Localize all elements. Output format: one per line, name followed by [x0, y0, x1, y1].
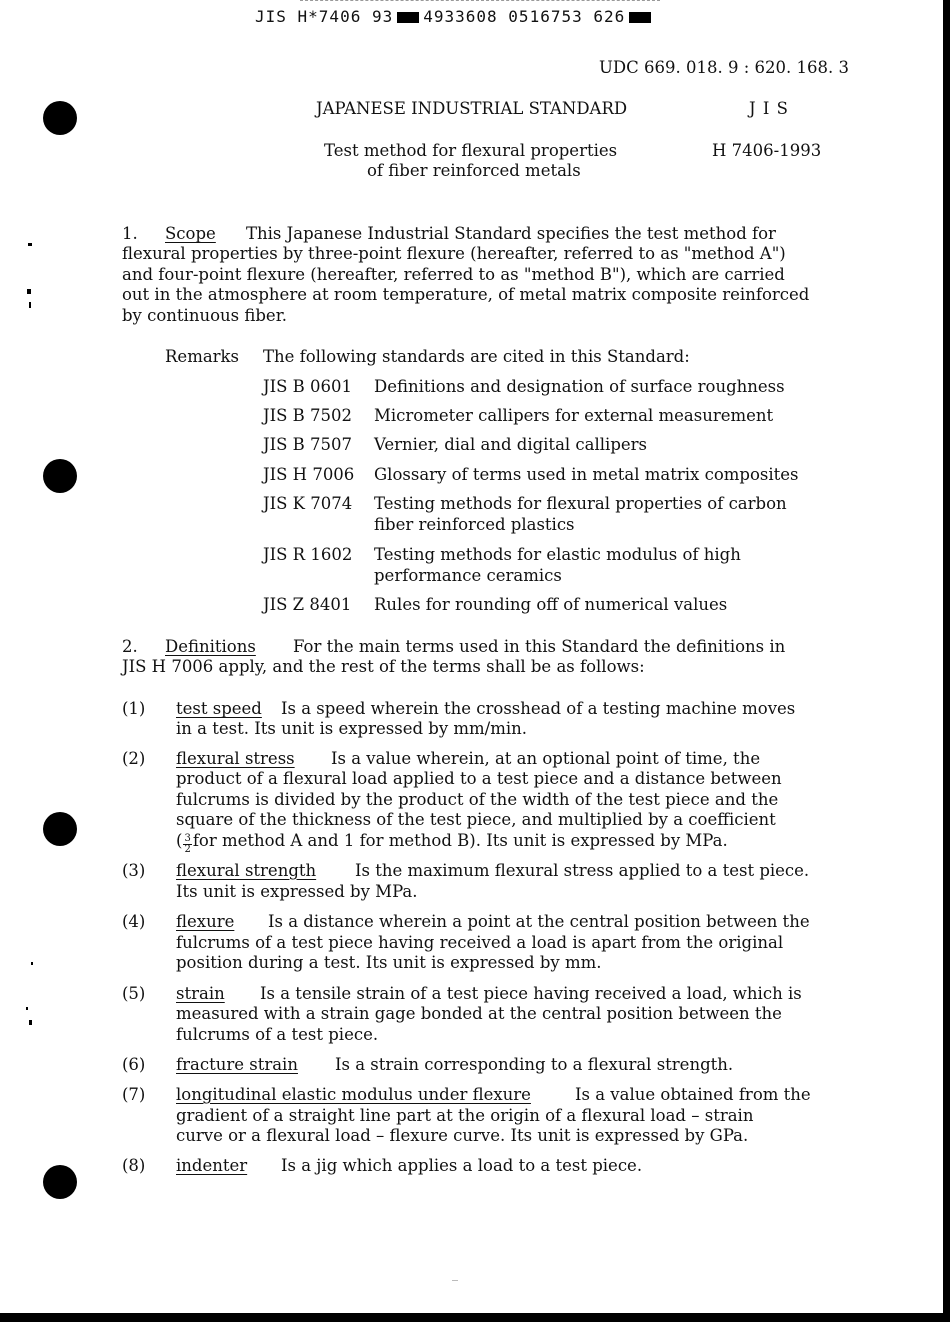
remarks-label: Remarks — [165, 347, 240, 366]
definition-text-line: product of a flexural load applied to a test piece and a distance between — [176, 769, 782, 788]
definition-number: (4) — [122, 912, 146, 931]
scope-text-line: by continuous fiber. — [122, 306, 288, 325]
definition-text-line: fulcrums of a test piece. — [176, 1025, 379, 1044]
cited-standard-code: JIS R 1602 — [263, 545, 353, 564]
cited-standard-title: Rules for rounding off of numerical values — [374, 595, 728, 614]
cited-standard-title: Testing methods for flexural properties of carbon — [374, 494, 787, 513]
definition-number: (6) — [122, 1055, 146, 1074]
definition-text-line: square of the thickness of the test piece, and multiplied by a coefficient — [176, 810, 776, 829]
scope-heading: Scope — [165, 224, 216, 243]
fraction-numerator: 3 — [184, 833, 191, 844]
catalog-code: JIS H*7406 93 — [255, 7, 394, 26]
cited-standard-title: Micrometer callipers for external measurement — [374, 406, 774, 425]
definition-text-line: measured with a strain gage bonded at the central position between the — [176, 1004, 782, 1023]
cited-standard-code: JIS H 7006 — [263, 465, 355, 484]
scope-text-line: and four-point flexure (hereafter, referred to as "method B"), which are carried — [122, 265, 785, 284]
definition-text-line: Is a jig which applies a load to a test piece. — [281, 1156, 643, 1175]
remarks-intro: The following standards are cited in this Standard: — [263, 347, 690, 366]
definition-text-line: Is a strain corresponding to a flexural strength. — [335, 1055, 734, 1074]
cited-standard-code: JIS Z 8401 — [263, 595, 352, 614]
udc-classification: UDC 669. 018. 9 : 620. 168. 3 — [599, 58, 849, 77]
scan-speck — [452, 1280, 458, 1281]
cited-standard-title: Vernier, dial and digital callipers — [374, 435, 648, 454]
definition-number: (8) — [122, 1156, 146, 1175]
definition-term: test speed — [176, 699, 262, 718]
scope-text-line: out in the atmosphere at room temperature, of metal matrix composite reinforced — [122, 285, 810, 304]
punch-hole-3 — [43, 812, 77, 846]
definition-term: indenter — [176, 1156, 248, 1175]
punch-hole-1 — [43, 101, 77, 135]
definitions-text-line: JIS H 7006 apply, and the rest of the terms shall be as follows: — [122, 657, 645, 676]
scan-speck — [31, 962, 33, 965]
standard-organization: JAPANESE INDUSTRIAL STANDARD — [316, 99, 628, 118]
definition-term: fracture strain — [176, 1055, 298, 1074]
punch-hole-4 — [43, 1165, 77, 1199]
scan-speck — [29, 1020, 32, 1025]
cited-standard-title: performance ceramics — [374, 566, 562, 585]
standard-number: H 7406-1993 — [712, 141, 822, 160]
definition-text-line: curve or a flexural load – flexure curve. Its unit is expressed by GPa. — [176, 1126, 749, 1145]
punch-hole-2 — [43, 459, 77, 493]
scope-text-line: This Japanese Industrial Standard specifies the test method for — [246, 224, 776, 243]
definition-text-line: gradient of a straight line part at the origin of a flexural load – strain — [176, 1106, 754, 1125]
document-title-line1: Test method for flexural properties — [324, 141, 618, 160]
definition-term: flexural strength — [176, 861, 317, 880]
scan-speck — [26, 1007, 28, 1010]
coefficient-open-paren: ( — [176, 831, 183, 850]
definition-number: (1) — [122, 699, 146, 718]
definitions-heading: Definitions — [165, 637, 256, 656]
definition-text-line: Is the maximum flexural stress applied to a test piece. — [355, 861, 810, 880]
cited-standard-title: Definitions and designation of surface roughness — [374, 377, 785, 396]
definition-term: strain — [176, 984, 225, 1003]
definition-text-line: Is a distance wherein a point at the central position between the — [268, 912, 810, 931]
definitions-text-line: For the main terms used in this Standard the definitions in — [293, 637, 786, 656]
coefficient-fraction — [183, 834, 191, 855]
barcode-block — [629, 12, 651, 23]
cited-standard-title: Testing methods for elastic modulus of high — [374, 545, 741, 564]
coefficient-line — [176, 831, 728, 855]
scan-speck — [27, 289, 31, 294]
definition-number: (2) — [122, 749, 146, 768]
definitions-section-number: 2. — [122, 637, 138, 656]
definition-term: flexural stress — [176, 749, 295, 768]
scope-text-line: flexural properties by three-point flexure (hereafter, referred to as "method A") — [122, 244, 786, 263]
definition-term: longitudinal elastic modulus under flexure — [176, 1085, 531, 1104]
cited-standard-code: JIS B 7502 — [263, 406, 353, 425]
definition-text-line: Is a tensile strain of a test piece having received a load, which is — [260, 984, 802, 1003]
definition-text-line: fulcrums of a test piece having received a load is apart from the original — [176, 933, 784, 952]
definition-number: (5) — [122, 984, 146, 1003]
cited-standard-code: JIS B 7507 — [263, 435, 353, 454]
definition-text-line: Is a value obtained from the — [575, 1085, 811, 1104]
cited-standard-code: JIS B 0601 — [263, 377, 353, 396]
definition-text-line: position during a test. Its unit is expressed by mm. — [176, 953, 602, 972]
barcode-block — [397, 12, 419, 23]
definition-text-line: Its unit is expressed by MPa. — [176, 882, 418, 901]
coefficient-text: for method A and 1 for method B). Its unit is expressed by MPa. — [192, 831, 728, 850]
fraction-denominator: 2 — [184, 844, 191, 855]
definition-number: (7) — [122, 1085, 146, 1104]
definition-text-line: Is a speed wherein the crosshead of a testing machine moves — [281, 699, 796, 718]
scan-bottom-border — [0, 1313, 950, 1322]
scan-top-edge — [300, 0, 660, 2]
definition-text-line: Is a value wherein, at an optional point of time, the — [331, 749, 761, 768]
cited-standard-code: JIS K 7074 — [263, 494, 353, 513]
cited-standard-title: Glossary of terms used in metal matrix composites — [374, 465, 799, 484]
scan-speck — [29, 302, 31, 308]
scope-section-number: 1. — [122, 224, 138, 243]
definition-text-line: fulcrums is divided by the product of the width of the test piece and the — [176, 790, 779, 809]
catalog-numbers: 4933608 0516753 626 — [423, 7, 626, 26]
document-title-line2: of fiber reinforced metals — [367, 161, 581, 180]
catalog-code-line — [255, 7, 655, 26]
definition-number: (3) — [122, 861, 146, 880]
cited-standard-title: fiber reinforced plastics — [374, 515, 575, 534]
definition-text-line: in a test. Its unit is expressed by mm/min. — [176, 719, 528, 738]
definition-term: flexure — [176, 912, 235, 931]
scan-speck — [28, 243, 32, 246]
scan-right-border — [943, 0, 950, 1322]
jis-mark: J I S — [749, 99, 789, 118]
